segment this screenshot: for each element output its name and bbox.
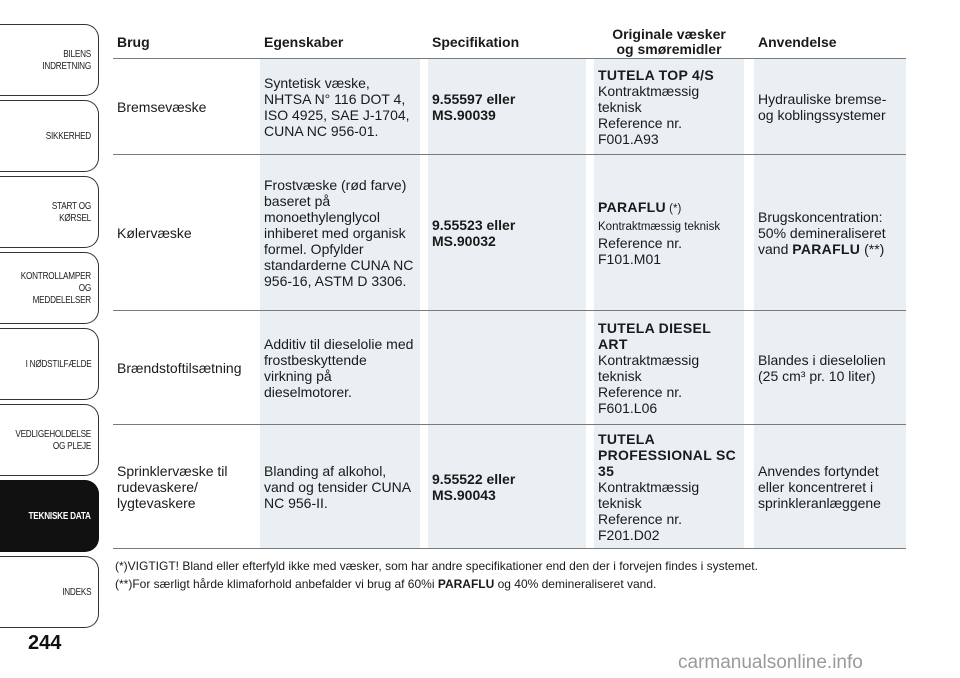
tab-bilens-indretning[interactable]: [0, 24, 99, 96]
tab-label: VEDLIGEHOLDELSE OG PLEJE: [15, 428, 91, 452]
header-specifikation: Specifikation: [432, 34, 520, 50]
original-ref-label: Reference nr.: [598, 383, 683, 400]
watermark: carmanualsonline.info: [678, 652, 863, 673]
cell-egenskaber: Frostvæske (rød farve) baseret på monoethylenglycol inhiberet med organisk formel. Opfylder standarderne CUNA NC 956-16, ASTM D 3306.: [260, 155, 420, 310]
anvendelse-text: Brugskoncentration: 50% demineraliseret vand: [758, 208, 886, 257]
cell-specifikation: 9.55522 eller MS.90043: [428, 425, 586, 548]
header-egenskaber: Egenskaber: [264, 34, 344, 50]
anvendelse-suffix: (**): [860, 240, 885, 257]
cell-original: [594, 155, 744, 310]
original-type: Kontraktmæssig teknisk: [598, 82, 700, 115]
cell-original: [594, 59, 744, 154]
original-brand: TUTELA TOP 4/S: [598, 66, 714, 83]
original-ref: F201.D02: [598, 526, 660, 543]
fluids-table: [113, 26, 906, 549]
original-ref-label: Reference nr.: [598, 114, 683, 131]
original-ref-label: Reference nr.: [598, 510, 683, 527]
tab-i-nodstilfaelde[interactable]: [0, 328, 99, 400]
original-ref: F101.M01: [598, 250, 662, 267]
cell-specifikation: 9.55523 eller MS.90032: [428, 155, 586, 310]
header-anvendelse: Anvendelse: [758, 34, 837, 50]
header-originale-line1: Originale væsker: [612, 26, 726, 42]
anvendelse-brand: PARAFLU: [792, 240, 861, 257]
anvendelse-text: Blandes i dieselolien (25 cm³ pr. 10 liter): [758, 351, 886, 384]
tab-label: KONTROLLAMPER OG MEDDELELSER: [20, 270, 91, 306]
page-number: 244: [28, 632, 62, 654]
original-ref-label: Reference nr.: [598, 234, 683, 251]
cell-egenskaber: Syntetisk væske, NHTSA N° 116 DOT 4, ISO 4925, SAE J-1704, CUNA NC 956-01.: [260, 59, 420, 154]
original-suffix: (*): [665, 202, 682, 215]
original-type: Kontraktmæssig teknisk: [598, 220, 721, 233]
original-type: Kontraktmæssig teknisk: [598, 478, 700, 511]
original-ref: F001.A93: [598, 130, 659, 147]
cell-anvendelse: [754, 59, 906, 154]
header-originale-line2: og smøremidler: [616, 41, 722, 57]
footnote-2-brand: PARAFLU: [437, 577, 495, 591]
tab-indeks[interactable]: [0, 556, 99, 628]
cell-specifikation: [428, 311, 586, 424]
cell-brug: Sprinklervæske til rudevaskere/ lygtevaskere: [117, 462, 228, 511]
cell-original: [594, 425, 744, 548]
footnotes: [115, 557, 915, 593]
anvendelse-text: Hydrauliske bremse- og koblingssystemer: [758, 90, 887, 123]
footnote-2-prefix: (**)For særligt hårde klimaforhold anbefalder vi brug af 60%i: [115, 577, 438, 591]
tab-label: TEKNISKE DATA: [28, 510, 91, 522]
tab-kontrollamper[interactable]: [0, 252, 99, 324]
tab-label: BILENS INDRETNING: [42, 48, 91, 72]
original-brand: PARAFLU: [598, 198, 666, 215]
original-brand: TUTELA PROFESSIONAL SC 35: [598, 430, 737, 479]
cell-specifikation: 9.55597 eller MS.90039: [428, 59, 586, 154]
cell-original: [594, 311, 744, 424]
tab-start-og-korsel[interactable]: [0, 176, 99, 248]
footnote-1: (*)VIGTIGT! Bland eller efterfyld ikke med væsker, som har andre specifikationer end den der i forvejen findes i systemet.: [115, 559, 758, 573]
header-brug: Brug: [117, 34, 150, 50]
cell-egenskaber: Additiv til dieselolie med frostbeskyttende virkning på dieselmotorer.: [260, 311, 420, 424]
footnote-2-suffix: og 40% demineraliseret vand.: [494, 577, 657, 591]
row-divider: [113, 548, 906, 549]
anvendelse-text: Anvendes fortyndet eller koncentreret i sprinkleranlæggene: [758, 462, 881, 511]
cell-anvendelse: [754, 425, 906, 548]
tab-label: START OG KØRSEL: [51, 200, 91, 224]
header-originale: [594, 26, 744, 58]
original-ref: F601.L06: [598, 399, 658, 416]
tab-vedligeholdelse[interactable]: [0, 404, 99, 476]
cell-brug: Bremsevæske: [117, 98, 207, 115]
original-type: Kontraktmæssig teknisk: [598, 351, 700, 384]
tab-sikkerhed[interactable]: [0, 100, 99, 172]
cell-brug: Brændstoftilsætning: [117, 359, 242, 376]
cell-anvendelse: [754, 155, 906, 310]
original-brand: TUTELA DIESEL ART: [598, 319, 711, 352]
footnote-2: [115, 575, 915, 593]
tab-tekniske-data[interactable]: [0, 480, 99, 552]
cell-brug: Kølervæske: [117, 224, 192, 241]
tab-label: SIKKERHED: [45, 130, 91, 142]
tab-label: INDEKS: [61, 586, 91, 598]
cell-egenskaber: Blanding af alkohol, vand og tensider CUNA NC 956-II.: [260, 425, 420, 548]
cell-anvendelse: [754, 311, 906, 424]
tab-label: I NØDSTILFÆLDE: [25, 358, 91, 370]
